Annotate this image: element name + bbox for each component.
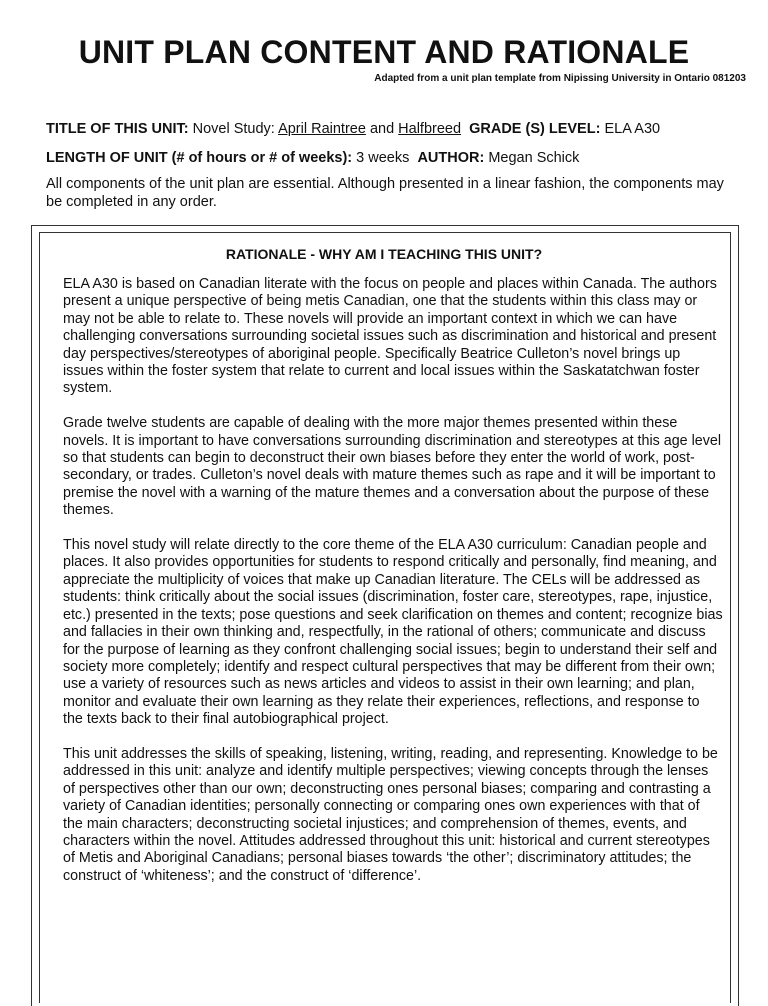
book-title-halfbreed: Halfbreed xyxy=(398,121,462,137)
unit-length-value: 3 weeks xyxy=(356,150,410,166)
grade-level-label: GRADE (S) LEVEL: xyxy=(469,121,601,137)
author-value: Megan Schick xyxy=(488,150,580,166)
grade-level-value: ELA A30 xyxy=(604,121,661,137)
intro-paragraph: All components of the unit plan are essential. Although presented in a linear fashion, the components may be completed in any order. xyxy=(46,176,724,210)
template-source-note: Adapted from a unit plan template from Nipissing University in Ontario 081203 xyxy=(374,73,746,84)
rationale-paragraph: This novel study will relate directly to the core theme of the ELA A30 curriculum: Canadian people and places. It also provides opportunities for students to respond critically and personally, find meaning, and appreciate the multiplicity of voices that make up Canadian literature. The CELs will be addressed as students: think critically about the social issues (discrimination, foster care, stereotypes, rape, injustice, etc.) presented in the texts; pose questions and seek clarification on themes and content; recognize bias and fallacies in their own thinking and, respectfully, in the rational of others; communicate and discuss for the purpose of learning as they confront challenging social issues; begin to understand their self and society more completely; identify and respect cultural perspectives that may be different from their own; use a variety of resources such as news articles and videos to assist in their own learning; and plan, monitor and evaluate their own learning as they relate their experiences, reflections, and response to the texts back to their final autobiographical project. xyxy=(63,537,723,728)
unit-length-line xyxy=(46,150,579,166)
unit-title-label: TITLE OF THIS UNIT: xyxy=(46,121,189,137)
page-title: UNIT PLAN CONTENT AND RATIONALE xyxy=(78,34,690,70)
conjunction-text: and xyxy=(369,121,395,137)
rationale-body xyxy=(63,276,723,903)
author-label: AUTHOR: xyxy=(417,150,485,166)
unit-title-prefix: Novel Study: xyxy=(192,121,275,137)
rationale-heading: RATIONALE - WHY AM I TEACHING THIS UNIT? xyxy=(225,246,543,262)
unit-length-label: LENGTH OF UNIT (# of hours or # of weeks): xyxy=(46,150,353,166)
unit-title-line xyxy=(46,121,660,137)
rationale-paragraph: Grade twelve students are capable of dealing with the more major themes presented within these novels. It is important to have conversations surrounding discrimination and stereotypes at this age level so that students can begin to deconstruct their own biases before they enter the world of work, post-secondary, or trades. Culleton’s novel deals with mature themes such as rape and it will be important to premise the novel with a warning of the mature themes and a conversation about the purpose of these themes. xyxy=(63,415,722,519)
rationale-paragraph: This unit addresses the skills of speaking, listening, writing, reading, and representing. Knowledge to be addressed in this unit: analyze and identify multiple perspectives; viewing concepts through the lenses of perspectives other than our own; deconstructing ones personal biases; comparing and contrasting a variety of Canadian identities; personally connecting or comparing ones own experiences with that of the main characters; deconstructing societal injustices; and comprehension of themes, events, and characters within the novel. Attitudes addressed throughout this unit: historical and current stereotypes of Metis and Aboriginal Canadians; personal biases towards ‘the other’; discriminatory attitudes; the construct of ‘whiteness’; and the construct of ‘difference’. xyxy=(63,745,718,884)
book-title-april-raintree: April Raintree xyxy=(278,121,366,137)
rationale-paragraph: ELA A30 is based on Canadian literate with the focus on people and places within Canada. The authors present a unique perspective of being metis Canadian, one that the students within this class may or may not be able to relate to. These novels will provide an important context in which we can have challenging conversations surrounding societal issues such as discrimination and historical and present day perspectives/stereotypes of aboriginal people. Specifically Beatrice Culleton’s novel brings up issues within the foster system that relate to current and local issues within the Saskatatchwan foster system. xyxy=(63,276,717,397)
